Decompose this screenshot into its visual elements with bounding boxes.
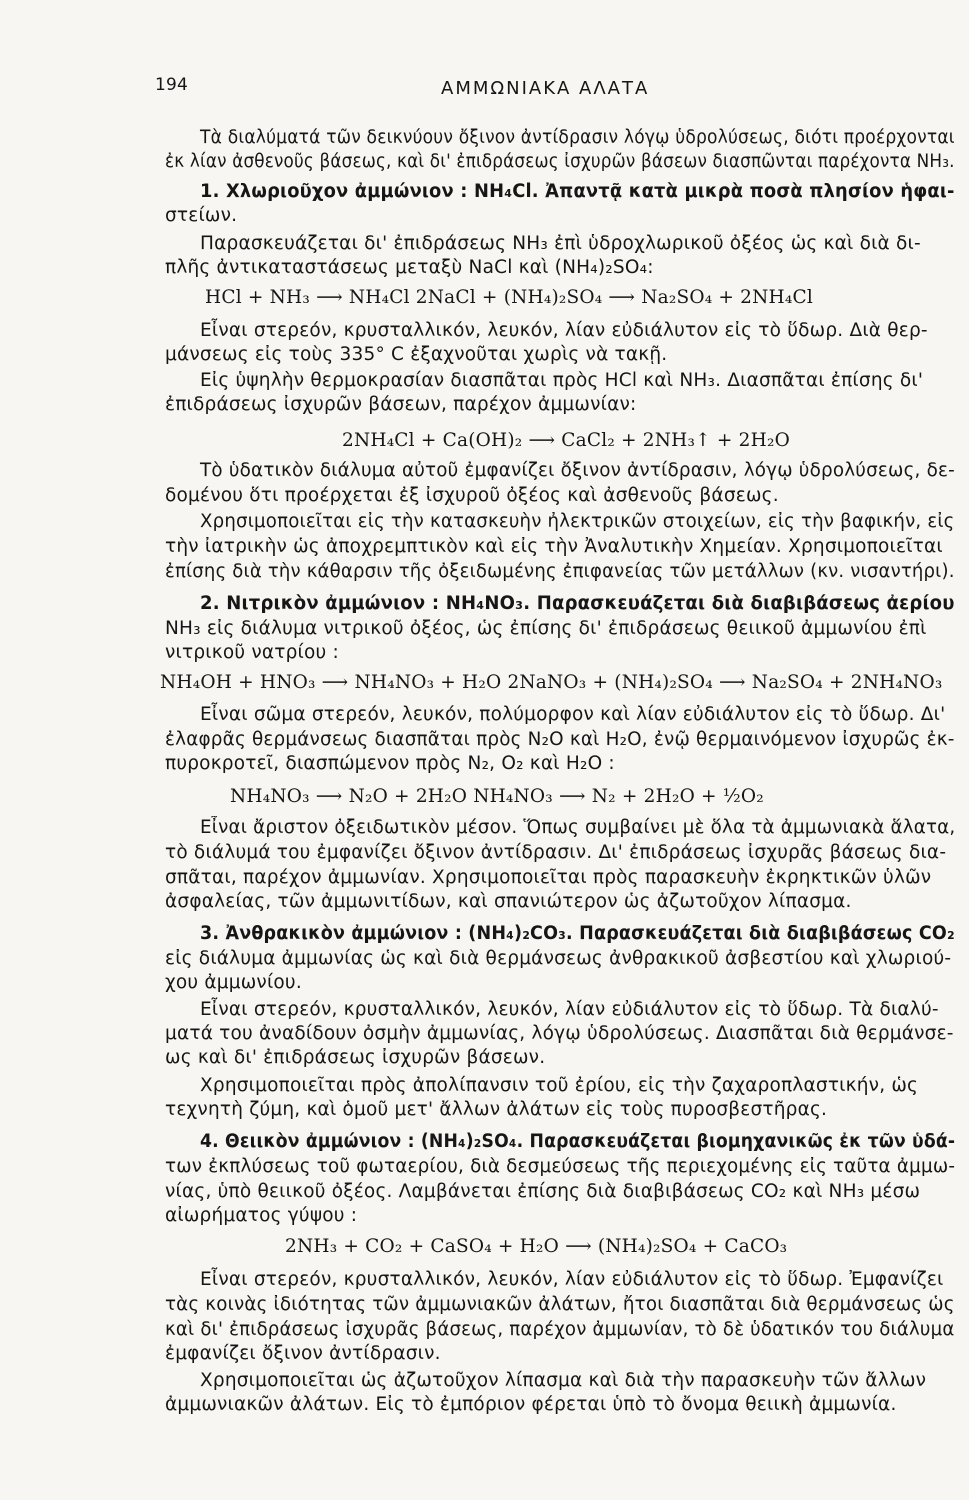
page-number: 194 [155,75,189,95]
chemical-equation: NH₄NO₃ ⟶ N₂O + 2H₂O NH₄NO₃ ⟶ N₂ + 2H₂O + ½O₂ [230,786,764,807]
text-line: ἐπιδράσεως ἰσχυρῶν βάσεων, παρέχον ἀμμωνίαν: [165,394,637,415]
page-title: ΑΜΜΩΝΙΑΚΑ ΑΛΑΤΑ [441,78,650,99]
text-line: νιτρικοῦ νατρίου : [165,642,339,663]
text-line: τὸ διάλυμά του ἐμφανίζει ὄξινον ἀντίδρασιν. Δι' ἐπιδράσεως ἰσχυρᾶς βάσεως δια- [165,842,947,863]
text-line: Εἰς ὑψηλὴν θερμοκρασίαν διασπᾶται πρὸς HCl καὶ NH₃. Διασπᾶται ἐπίσης δι' [200,370,924,391]
text-line: ἀσφαλείας, τῶν ἀμμωνιτίδων, καὶ σπανιώτερον ὡς ἀζωτοῦχον λίπασμα. [165,891,852,912]
section-heading: 1. Χλωριοῦχον ἀμμώνιον : NH₄Cl. Ἀπαντᾷ κατὰ μικρὰ ποσὰ πλησίον ἡφαι- [200,181,955,202]
text-line: ἐπίσης διὰ τὴν κάθαρσιν τῆς ὀξειδωμένης ἐπιφανείας τῶν μετάλλων (κν. νισαντήρι). [165,561,955,582]
text-line: νίας, ὑπὸ θειικοῦ ὀξέος. Λαμβάνεται ἐπίσης διὰ διαβιβάσεως CO₂ καὶ NH₃ μέσω [165,1181,921,1202]
section-heading: 3. Ἀνθρακικὸν ἀμμώνιον : (NH₄)₂CO₃. Παρασκευάζεται διὰ διαβιβάσεως CO₂ [200,923,955,944]
text-line: Τὸ ὑδατικὸν διάλυμα αὐτοῦ ἐμφανίζει ὄξινον ἀντίδρασιν, λόγῳ ὑδρολύσεως, δε- [200,460,955,481]
text-line: ἐλαφρᾶς θερμάνσεως διασπᾶται πρὸς N₂O καὶ H₂O, ἐνῷ θερμαινόμενον ἰσχυρῶς ἐκ- [165,729,955,750]
text-line: Χρησιμοποιεῖται πρὸς ἀπολίπανσιν τοῦ ἐρίου, εἰς τὴν ζαχαροπλαστικήν, ὡς [200,1075,919,1096]
text-line: των ἐκπλύσεως τοῦ φωταερίου, διὰ δεσμεύσεως τῆς περιεχομένης εἰς ταῦτα ἀμμω- [165,1156,956,1177]
chemical-equation: HCl + NH₃ ⟶ NH₄Cl 2NaCl + (NH₄)₂SO₄ ⟶ Na₂SO₄ + 2NH₄Cl [205,287,813,308]
text-line: δομένου ὅτι προέρχεται ἐξ ἰσχυροῦ ὀξέος καὶ ἀσθενοῦς βάσεως. [165,485,779,506]
text-line: τὰς κοινὰς ἰδιότητας τῶν ἀμμωνιακῶν ἀλάτων, ἤτοι διασπᾶται διὰ θερμάνσεως ὡς [165,1294,955,1315]
text-line: Εἶναι σῶμα στερεόν, λευκόν, πολύμορφον καὶ λίαν εὐδιάλυτον εἰς τὸ ὕδωρ. Δι' [200,704,946,725]
text-line: τεχνητὴ ζύμη, καὶ ὁμοῦ μετ' ἄλλων ἀλάτων εἰς τοὺς πυροσβεστῆρας. [165,1099,828,1120]
text-line: Παρασκευάζεται δι' ἐπιδράσεως NH₃ ἐπὶ ὑδροχλωρικοῦ ὀξέος ὡς καὶ διὰ δι- [200,233,921,254]
text-line: Εἶναι στερεόν, κρυσταλλικόν, λευκόν, λίαν εὐδιάλυτον εἰς τὸ ὕδωρ. Τὰ διαλύ- [200,999,939,1020]
chemical-equation: 2NH₄Cl + Ca(OH)₂ ⟶ CaCl₂ + 2NH₃↑ + 2H₂O [342,430,790,451]
section-heading: 2. Νιτρικὸν ἀμμώνιον : NH₄NO₃. Παρασκευάζεται διὰ διαβιβάσεως ἀερίου [200,593,955,614]
text-line: χου ἀμμωνίου. [165,972,302,993]
text-line: πυροκροτεῖ, διασπώμενον πρὸς N₂, O₂ καὶ H₂O : [165,753,615,774]
text-line: Τὰ διαλύματά τῶν δεικνύουν ὄξινον ἀντίδρασιν λόγῳ ὑδρολύσεως, διότι προέρχονται [200,127,955,148]
text-line: ως καὶ δι' ἐπιδράσεως ἰσχυρῶν βάσεων. [165,1047,546,1068]
text-line: καὶ δι' ἐπιδράσεως ἰσχυρᾶς βάσεως, παρέχον ἀμμωνίαν, τὸ δὲ ὑδατικόν του διάλυμα [165,1319,955,1340]
text-line: μάνσεως εἰς τοὺς 335° C ἐξαχνοῦται χωρὶς νὰ τακῇ. [165,344,668,365]
text-line: Χρησιμοποιεῖται εἰς τὴν κατασκευὴν ἠλεκτρικῶν στοιχείων, εἰς τὴν βαφικήν, εἰς [200,511,955,532]
text-line: NH₃ εἰς διάλυμα νιτρικοῦ ὀξέος, ὡς ἐπίσης δι' ἐπιδράσεως θειικοῦ ἀμμωνίου ἐπὶ [165,618,927,639]
text-line: ἐμφανίζει ὄξινον ἀντίδρασιν. [165,1343,441,1364]
text-line: πλῆς ἀντικαταστάσεως μεταξὺ NaCl καὶ (NH₄)₂SO₄: [165,257,654,278]
text-line: ματά του ἀναδίδουν ὀσμὴν ἀμμωνίας, λόγῳ ὑδρολύσεως. Διασπᾶται διὰ θερμάνσε- [165,1023,954,1044]
text-line: Εἶναι στερεόν, κρυσταλλικόν, λευκόν, λίαν εὐδιάλυτον εἰς τὸ ὕδωρ. Ἐμφανίζει [200,1269,944,1290]
text-line: Χρησιμοποιεῖται ὡς ἀζωτοῦχον λίπασμα καὶ διὰ τὴν παρασκευὴν τῶν ἄλλων [200,1370,927,1391]
section-heading: 4. Θειικὸν ἀμμώνιον : (NH₄)₂SO₄. Παρασκευάζεται βιομηχανικῶς ἐκ τῶν ὑδά- [200,1131,956,1152]
text-line: ἀμμωνιακῶν ἀλάτων. Εἰς τὸ ἐμπόριον φέρεται ὑπὸ τὸ ὄνομα θειικὴ ἀμμωνία. [165,1394,897,1415]
text-line: σπᾶται, παρέχον ἀμμωνίαν. Χρησιμοποιεῖται πρὸς παρασκευὴν ἐκρηκτικῶν ὑλῶν [165,867,932,888]
text-line: εἰς διάλυμα ἀμμωνίας ὡς καὶ διὰ θερμάνσεως ἀνθρακικοῦ ἀσβεστίου καὶ χλωριού- [165,948,952,969]
chemical-equation: NH₄OH + HNO₃ ⟶ NH₄NO₃ + H₂O 2NaNO₃ + (NH₄)₂SO₄ ⟶ Na₂SO₄ + 2NH₄NO₃ [160,672,943,693]
text-line: τὴν ἰατρικὴν ὡς ἀποχρεμπτικὸν καὶ εἰς τὴν Ἀναλυτικὴν Χημείαν. Χρησιμοποιεῖται [165,536,943,557]
text-line: Εἶναι στερεόν, κρυσταλλικόν, λευκόν, λίαν εὐδιάλυτον εἰς τὸ ὕδωρ. Διὰ θερ- [200,320,928,341]
chemical-equation: 2NH₃ + CO₂ + CaSO₄ + H₂O ⟶ (NH₄)₂SO₄ + CaCO₃ [285,1236,788,1257]
text-line: αἰωρήματος γύψου : [165,1205,358,1226]
text-line: Εἶναι ἄριστον ὀξειδωτικὸν μέσον. Ὅπως συμβαίνει μὲ ὅλα τὰ ἀμμωνιακὰ ἅλατα, [200,817,956,838]
text-line: στείων. [165,205,238,226]
text-line: ἐκ λίαν ἀσθενοῦς βάσεως, καὶ δι' ἐπιδράσεως ἰσχυρῶν βάσεων διασπῶνται παρέχοντα NH₃. [165,151,955,172]
